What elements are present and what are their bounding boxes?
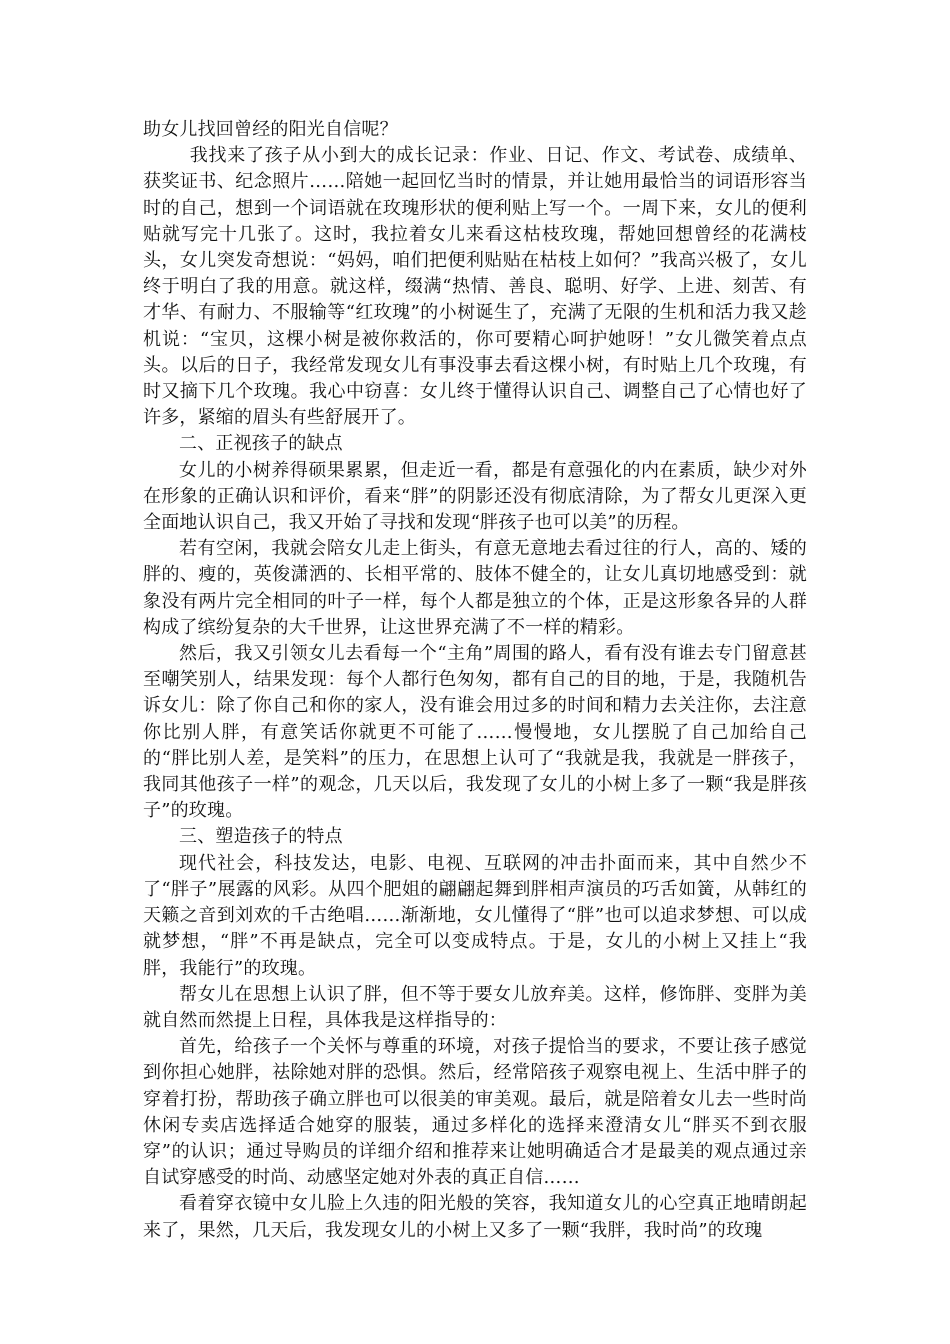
paragraph: 看着穿衣镜中女儿脸上久违的阳光般的笑容，我知道女儿的心空真正地晴朗起来了，果然，几天后，我发现女儿的小树上又多了一颗“我胖，我时尚”的玫瑰 bbox=[143, 1193, 807, 1241]
section-heading-3: 三、塑造孩子的特点 bbox=[179, 826, 343, 848]
paragraph: 帮女儿在思想上认识了胖，但不等于要女儿放弃美。这样，修饰胖、变胖为美就自然而然提上日程，具体我是这样指导的： bbox=[143, 983, 807, 1031]
paragraph: 现代社会，科技发达，电影、电视、互联网的冲击扑面而来，其中自然少不了“胖子”展露的风彩。从四个肥姐的翩翩起舞到胖相声演员的巧舌如簧，从韩红的天籁之音到刘欢的千古绝唱……渐渐地，女儿懂得了“胖”也可以追求梦想、可以成就梦想，“胖”不再是缺点，完全可以变成特点。于是，女儿的小树上又挂上“我胖，我能行”的玫瑰。 bbox=[143, 852, 807, 979]
paragraph: 女儿的小树养得硕果累累，但走近一看，都是有意强化的内在素质，缺少对外在形象的正确认识和评价，看来“胖”的阴影还没有彻底清除，为了帮女儿更深入更全面地认识自己，我又开始了寻找和发现“胖孩子也可以美”的历程。 bbox=[143, 459, 807, 534]
paragraph-continuation: 助女儿找回曾经的阳光自信呢？ bbox=[143, 119, 398, 140]
document-body bbox=[143, 117, 807, 1244]
section-heading-2: 二、正视孩子的缺点 bbox=[179, 433, 343, 455]
paragraph: 我找来了孩子从小到大的成长记录：作业、日记、作文、考试卷、成绩单、获奖证书、纪念照片……陪她一起回忆当时的情景，并让她用最恰当的词语形容当时的自己，想到一个词语就在玫瑰形状的便利贴上写一个。一周下来，女儿的便利贴就写完十几张了。这时，我拉着女儿来看这枯枝玫瑰，帮她回想曾经的花满枝头，女儿突发奇想说：“妈妈，咱们把便利贴贴在枯枝上如何？”我高兴极了，女儿终于明白了我的用意。就这样，缀满“热情、善良、聪明、好学、上进、刻苦、有才华、有耐力、不服输等“红玫瑰”的小树诞生了，充满了无限的生机和活力我又趁机说：“宝贝，这棵小树是被你救活的，你可要精心呵护她呀！”女儿微笑着点点头。以后的日子，我经常发现女儿有事没事去看这棵小树，有时贴上几个玫瑰，有时又摘下几个玫瑰。我心中窃喜：女儿终于懂得认识自己、调整自己了心情也好了许多，紧缩的眉头有些舒展开了。 bbox=[143, 145, 807, 429]
paragraph: 若有空闲，我就会陪女儿走上街头，有意无意地去看过往的行人，高的、矮的胖的、瘦的，英俊潇洒的、长相平常的、肢体不健全的，让女儿真切地感受到：就象没有两片完全相同的叶子一样，每个人都是独立的个体，正是这形象各异的人群构成了缤纷复杂的大千世界，让这世界充满了不一样的精彩。 bbox=[143, 538, 807, 638]
paragraph: 首先，给孩子一个关怀与尊重的环境，对孩子提恰当的要求，不要让孩子感觉到你担心她胖，祛除她对胖的恐惧。然后，经常陪孩子观察电视上、生活中胖子的穿着打扮，帮助孩子确立胖也可以很美的审美观。最后，就是陪着女儿去一些时尚休闲专卖店选择适合她穿的服装，通过多样化的选择来澄清女儿“胖买不到衣服穿”的认识；通过导购员的详细介绍和推荐来让她明确适合才是最美的观点通过亲自试穿感受的时尚、动感坚定她对外表的真正自信…… bbox=[143, 1036, 807, 1189]
paragraph: 然后，我又引领女儿去看每一个“主角”周围的路人，看有没有谁去专门留意甚至嘲笑别人，结果发现：每个人都行色匆匆，都有自己的目的地，于是，我随机告诉女儿：除了你自己和你的家人，没有谁会用过多的时间和精力去关注你，去注意你比别人胖，有意笑话你就更不可能了……慢慢地，女儿摆脱了自己加给自己的“胖比别人差，是笑料”的压力，在思想上认可了“我就是我，我就是一胖孩子，我同其他孩子一样”的观念，几天以后，我发现了女儿的小树上多了一颗“我是胖孩子”的玫瑰。 bbox=[143, 643, 807, 822]
